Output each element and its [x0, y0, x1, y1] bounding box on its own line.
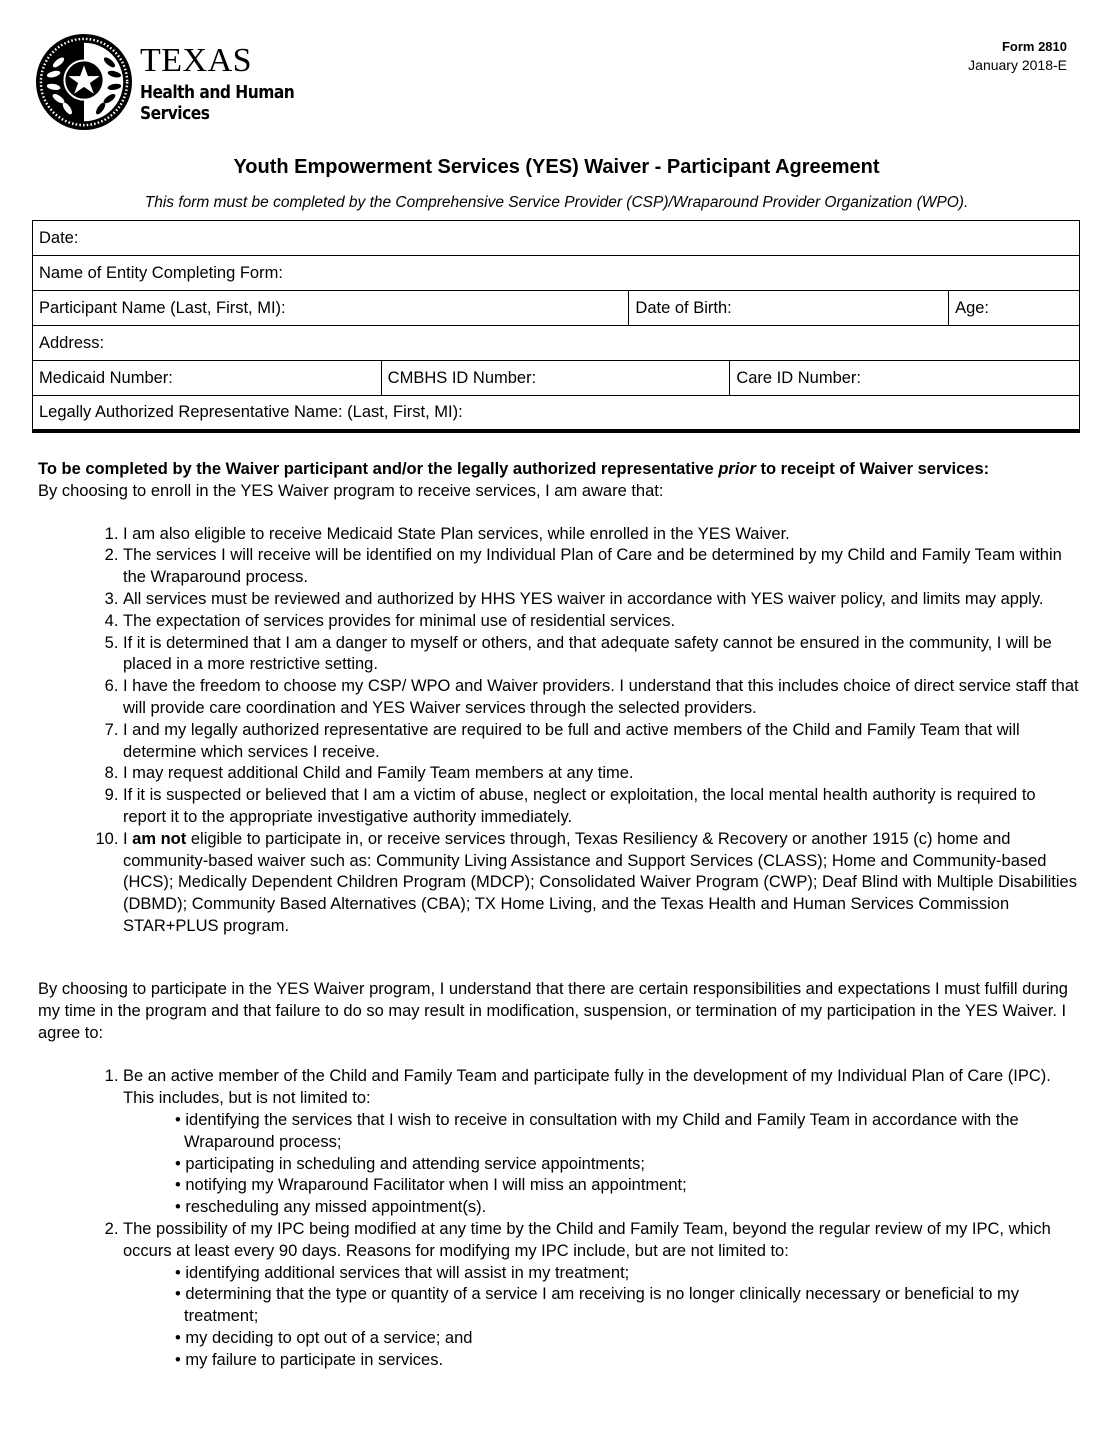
awareness-intro: By choosing to enroll in the YES Waiver program to receive services, I am aware that: — [38, 481, 664, 500]
responsibilities-list — [38, 1066, 1083, 1371]
date-label: Date: — [39, 228, 79, 247]
bullet-item: • identifying additional services that will assist in my treatment; — [175, 1263, 1083, 1285]
list-item: 8. I may request additional Child and Family Team members at any time. — [123, 763, 1083, 785]
instruction-heading — [38, 459, 1083, 481]
address-label: Address: — [39, 333, 105, 352]
date-of-birth-label: Date of Birth: — [635, 298, 732, 317]
awareness-list — [38, 524, 1083, 938]
list-item: 7. I and my legally authorized representative are required to be full and active members of the Child and Family Team that will determine which services I receive. — [123, 720, 1083, 764]
entity-name-field[interactable] — [33, 256, 1080, 291]
bullet-item: • my deciding to opt out of a service; and — [175, 1328, 1083, 1350]
list-item — [123, 1066, 1083, 1219]
cmbhs-id-field[interactable] — [381, 361, 730, 396]
bullet-item: • determining that the type or quantity of a service I am receiving is no longer clinically necessary or beneficial to my treatment; — [175, 1284, 1083, 1328]
participant-name-field[interactable] — [33, 291, 629, 326]
brand-name: TEXAS — [140, 42, 253, 79]
date-field[interactable] — [33, 221, 1080, 256]
item10-post: eligible to participate in, or receive services through, Texas Resiliency & Recovery or another 1915 (c) home and community-based waiver such as: Community Living Assistance and Support Services (CLASS); Home and Community-based (HCS); Medically Dependent Children Program (MDCP); Consolidated Waiver Program (CWP); Deaf Blind with Multiple Disabilities (DBMD); Community Based Alternatives (CBA); TX Home Living, and the Texas Health and Human Services Commission STAR+PLUS program. — [123, 829, 1077, 935]
brand-sub-line2: Services — [140, 103, 210, 124]
list-item — [123, 1219, 1083, 1372]
section-awareness — [38, 459, 1083, 938]
participant-name-label: Participant Name (Last, First, MI): — [39, 298, 286, 317]
medicaid-number-field[interactable] — [33, 361, 382, 396]
form-date: January 2018-E — [968, 57, 1067, 73]
page-title: Youth Empowerment Services (YES) Waiver - Participant Agreement — [233, 156, 880, 178]
list-item: 6. I have the freedom to choose my CSP/ WPO and Waiver providers. I understand that this includes choice of direct service staff that will provide care coordination and YES Waiver services through the selected providers. — [123, 676, 1083, 720]
brand-subtitle — [140, 82, 294, 124]
texas-seal-icon — [35, 33, 133, 131]
list-item-text: The possibility of my IPC being modified at any time by the Child and Family Team, beyond the regular review of my IPC, which occurs at least every 90 days. Reasons for modifying my IPC include, but are not limited to: — [123, 1219, 1051, 1260]
age-field[interactable] — [949, 291, 1080, 326]
list-item — [123, 829, 1083, 938]
item10-emphasis: am not — [132, 829, 187, 848]
care-id-label: Care ID Number: — [736, 368, 862, 387]
lar-name-field[interactable] — [33, 396, 1080, 431]
date-of-birth-field[interactable] — [629, 291, 949, 326]
care-id-field[interactable] — [730, 361, 1080, 396]
bullet-item: • participating in scheduling and attending service appointments; — [175, 1154, 1083, 1176]
age-label: Age: — [955, 298, 990, 317]
list-item-text: Be an active member of the Child and Family Team and participate fully in the development of my Individual Plan of Care (IPC). This includes, but is not limited to: — [123, 1067, 1051, 1108]
list-item: 3. All services must be reviewed and authorized by HHS YES waiver in accordance with YES waiver policy, and limits may apply. — [123, 589, 1083, 611]
page-subtitle: This form must be completed by the Comprehensive Service Provider (CSP)/Wraparound Provider Organization (WPO). — [144, 194, 969, 211]
instruction-emphasis: prior — [718, 460, 756, 478]
entity-name-label: Name of Entity Completing Form: — [39, 263, 283, 282]
form-number: Form 2810 — [1001, 39, 1067, 54]
bullet-item: • my failure to participate in services. — [175, 1350, 1083, 1372]
section-responsibilities — [38, 979, 1083, 1372]
cmbhs-id-label: CMBHS ID Number: — [387, 368, 537, 387]
instruction-pre: To be completed by the Waiver participant and/or the legally authorized representative — [38, 460, 719, 478]
brand-sub-line1: Health and Human — [140, 82, 295, 103]
participant-info-table — [32, 220, 1080, 433]
list-item: 5. If it is determined that I am a danger to myself or others, and that adequate safety cannot be ensured in the community, I will be placed in a more restrictive setting. — [123, 633, 1083, 677]
bullet-item: • identifying the services that I wish to receive in consultation with my Child and Family Team in accordance with the Wraparound process; — [175, 1110, 1083, 1154]
list-item: 2. The services I will receive will be identified on my Individual Plan of Care and be determined by my Child and Family Team within the Wraparound process. — [123, 545, 1083, 589]
sub-bullet-list — [123, 1110, 1083, 1219]
list-item: 1. I am also eligible to receive Medicaid State Plan services, while enrolled in the YES Waiver. — [123, 524, 1083, 546]
lar-name-label: Legally Authorized Representative Name: (Last, First, MI): — [39, 402, 463, 421]
sub-bullet-list — [123, 1263, 1083, 1372]
list-item: 9. If it is suspected or believed that I am a victim of abuse, neglect or exploitation, the local mental health authority is required to report it to the appropriate investigative authority immediately. — [123, 785, 1083, 829]
address-field[interactable] — [33, 326, 1080, 361]
instruction-post: to receipt of Waiver services: — [755, 460, 990, 478]
list-item: 4. The expectation of services provides for minimal use of residential services. — [123, 611, 1083, 633]
medicaid-number-label: Medicaid Number: — [39, 368, 173, 387]
bullet-item: • notifying my Wraparound Facilitator when I will miss an appointment; — [175, 1175, 1083, 1197]
item10-pre: I — [123, 829, 133, 848]
bullet-item: • rescheduling any missed appointment(s). — [175, 1197, 1083, 1219]
responsibilities-intro: By choosing to participate in the YES Waiver program, I understand that there are certain responsibilities and expectations I must fulfill during my time in the program and that failure to do so may result in modification, suspension, or termination of my participation in the YES Waiver. I agree to: — [38, 980, 1068, 1042]
